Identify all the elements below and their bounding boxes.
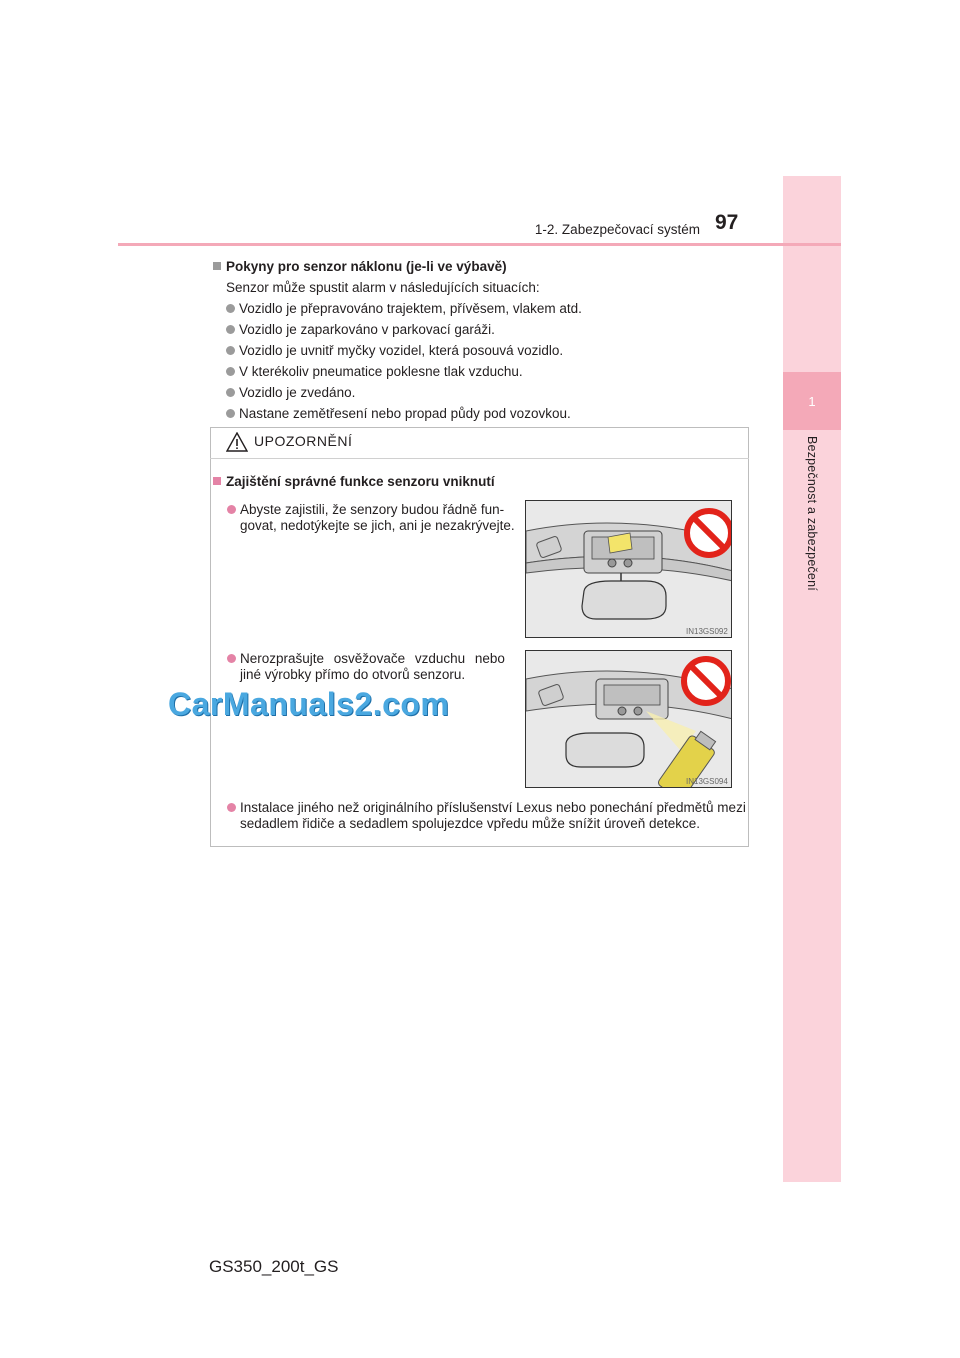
caution-item-3-line-2: sedadlem řidiče a sedadlem spolujezdce vpředu může snížit úroveň detekce. [240, 816, 701, 831]
caution-item-2-line-1 [227, 651, 505, 667]
caution-item-text: Nerozprašujte osvěžovače vzduchu nebo [240, 651, 505, 666]
bullet-icon [226, 304, 235, 313]
illustration-code: IN13GS092 [686, 627, 728, 636]
list-item-text: V kterékoliv pneumatice poklesne tlak vzduchu. [239, 364, 523, 379]
tilt-sensor-intro: Senzor může spustit alarm v následujících situacích: [226, 280, 540, 295]
overhead-console-illustration [526, 501, 732, 638]
warning-triangle-icon [226, 432, 248, 452]
caution-item-1-line-2: govat, nedotýkejte se jich, ani je nezakrývejte. [240, 518, 515, 533]
caution-divider [210, 458, 749, 459]
list-item-text: Vozidlo je zvedáno. [239, 385, 356, 400]
list-item-text: Vozidlo je uvnitř myčky vozidel, která posouvá vozidlo. [239, 343, 564, 358]
list-item [226, 343, 563, 359]
square-bullet-icon [213, 262, 221, 270]
illustration-code: IN13GS094 [686, 777, 728, 786]
tilt-sensor-heading-text: Pokyny pro senzor náklonu (je-li ve výbavě) [226, 259, 507, 274]
caution-heading [213, 474, 495, 490]
list-item [226, 385, 355, 401]
bullet-icon [227, 505, 236, 514]
list-item-text: Vozidlo je přepravováno trajektem, přívěsem, vlakem atd. [239, 301, 582, 316]
footer-model-code: GS350_200t_GS [209, 1257, 339, 1276]
list-item [226, 406, 571, 422]
air-freshener-spray-illustration [526, 651, 732, 788]
watermark-logo: CarManuals2.com [168, 686, 450, 722]
square-bullet-icon [213, 477, 221, 485]
bullet-icon [226, 346, 235, 355]
caution-label: UPOZORNĚNÍ [254, 433, 353, 449]
list-item [226, 364, 523, 380]
caution-item-3-line-1 [227, 800, 746, 816]
list-item-text: Nastane zemětřesení nebo propad půdy pod vozovkou. [239, 406, 571, 421]
caution-item-2-line-2: jiné výrobky přímo do otvorů senzoru. [240, 667, 466, 682]
bullet-icon [227, 803, 236, 812]
list-item [226, 322, 495, 338]
chapter-number: 1 [808, 393, 816, 409]
bullet-icon [226, 409, 235, 418]
caution-heading-text: Zajištění správné funkce senzoru vniknutí [226, 474, 495, 489]
header-rule [118, 243, 841, 246]
list-item-text: Vozidlo je zaparkováno v parkovací garáži. [239, 322, 495, 337]
sensor-touch-illustration [525, 500, 732, 638]
caution-item-text: Instalace jiného než originálního příslušenství Lexus nebo ponechání předmětů mezi [240, 800, 746, 815]
caution-item-text: Abyste zajistili, že senzory budou řádně fun- [240, 502, 505, 517]
bullet-icon [226, 325, 235, 334]
caution-item-1-line-1 [227, 502, 504, 518]
tilt-sensor-heading [213, 259, 507, 275]
chapter-side-tab [783, 176, 841, 1182]
section-title: 1-2. Zabezpečovací systém [534, 222, 700, 237]
chapter-label: Bezpečnost a zabezpečení [805, 436, 819, 591]
bullet-icon [226, 367, 235, 376]
page-number: 97 [715, 211, 739, 234]
bullet-icon [226, 388, 235, 397]
spray-illustration [525, 650, 732, 788]
bullet-icon [227, 654, 236, 663]
list-item [226, 301, 582, 317]
